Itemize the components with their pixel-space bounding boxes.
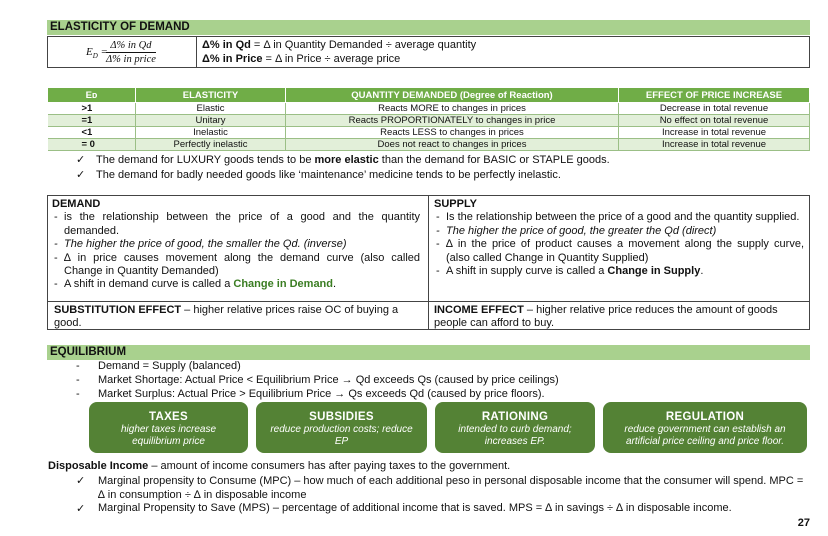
table-cell: No effect on total revenue	[619, 115, 810, 127]
policy-box-regulation: REGULATION reduce government can establish an artificial price ceiling and price floor.	[603, 402, 807, 453]
demand-bullet: - is the relationship between the price of a good and the quantity demanded.	[54, 211, 420, 237]
section-title-equilibrium: EQUILIBRIUM	[47, 345, 810, 360]
table-cell: Does not react to changes in prices	[286, 139, 619, 151]
formula-line-qd: Δ% in Qd = Δ in Quantity Demanded ÷ average quantity	[202, 39, 477, 51]
supply-bullet: - The higher the price of good, the greater the Qd (direct)	[436, 224, 717, 237]
note-luxury: ✓ The demand for LUXURY goods tends to be more elastic than the demand for BASIC or STAPLE goods.	[76, 154, 610, 166]
income-effect: INCOME EFFECT – higher relative price reduces the amount of goods people can afford to buy.	[434, 304, 778, 330]
table-cell: Decrease in total revenue	[619, 103, 810, 115]
table-row	[48, 127, 810, 139]
supply-bullet: - ∆ in the price of product causes a movement along the supply curve, (also called Change in Quantity Supplied)	[436, 238, 804, 264]
demand-bullet: - A shift in demand curve is called a Change in Demand.	[54, 278, 337, 291]
supply-column	[434, 198, 804, 278]
table-cell: Inelastic	[136, 127, 286, 139]
check-icon: ✓	[76, 169, 86, 181]
table-cell: Perfectly inelastic	[136, 139, 286, 151]
demand-column	[52, 198, 420, 292]
supply-bullet: - Is the relationship between the price of a good and the quantity supplied.	[436, 211, 800, 224]
substitution-effect: SUBSTITUTION EFFECT – higher relative prices raise OC of buying a good.	[54, 304, 399, 330]
table-cell: Reacts PROPORTIONATELY to changes in price	[286, 115, 619, 127]
demand-bullet: - The higher the price of good, the smaller the Qd. (inverse)	[54, 238, 347, 251]
check-icon: ✓	[76, 475, 86, 487]
table-cell: Increase in total revenue	[619, 139, 810, 151]
header-quantity-demanded: QUANTITY DEMANDED (Degree of Reaction)	[286, 88, 619, 103]
table-cell: =1	[48, 115, 136, 127]
table-cell: Unitary	[136, 115, 286, 127]
fraction-denominator: Δ% in price	[106, 54, 156, 65]
table-cell: = 0	[48, 139, 136, 151]
table-cell: <1	[48, 127, 136, 139]
table-cell: >1	[48, 103, 136, 115]
fraction-numerator: Δ% in Qd	[106, 39, 156, 53]
elasticity-symbol: $E_D$ =	[86, 46, 108, 61]
equilibrium-item: - Demand = Supply (balanced)	[76, 360, 241, 372]
equilibrium-item: - Market Surplus: Actual Price > Equilibrium Price → Qs exceeds Qd (caused by price floors).	[76, 388, 545, 400]
table-header-row	[48, 88, 810, 103]
policy-box-subsidies: SUBSIDIES reduce production costs; reduce EP	[256, 402, 427, 453]
table-cell: Reacts MORE to changes in prices	[286, 103, 619, 115]
supply-title: SUPPLY	[434, 198, 478, 210]
header-effect: EFFECT OF PRICE INCREASE	[619, 88, 810, 103]
check-icon: ✓	[76, 503, 86, 515]
page-number: 27	[797, 517, 810, 529]
table-cell: Reacts LESS to changes in prices	[286, 127, 619, 139]
mpc-item: ✓ Marginal propensity to Consume (MPC) – how much of each additional peso in personal disposable income that the consumer will spend. MPC = ∆ in consumption ÷ ∆ in disposable income	[76, 475, 804, 501]
policy-box-taxes: TAXES higher taxes increase equilibrium price	[89, 402, 248, 453]
formula-left-cell	[48, 37, 197, 67]
mps-item: ✓ Marginal Propensity to Save (MPS) – percentage of additional income that is saved. MPS = ∆ in savings ÷ ∆ in disposable income.	[76, 502, 732, 515]
table-cell: Elastic	[136, 103, 286, 115]
formula-box	[47, 36, 810, 68]
policy-box-rationing: RATIONING intended to curb demand; increases EP.	[435, 402, 595, 453]
section-title-elasticity: ELASTICITY OF DEMAND	[47, 20, 810, 35]
table-row	[48, 115, 810, 127]
column-divider	[428, 196, 429, 329]
demand-title: DEMAND	[52, 198, 101, 210]
header-ed: Eᴅ	[48, 88, 136, 103]
check-icon: ✓	[76, 154, 86, 166]
elasticity-fraction	[106, 39, 156, 66]
row-divider	[48, 301, 809, 302]
table-row	[48, 103, 810, 115]
table-row	[48, 139, 810, 151]
formula-line-price: Δ% in Price = Δ in Price ÷ average price	[202, 53, 401, 65]
elasticity-table	[47, 87, 810, 151]
supply-bullet: - A shift in supply curve is called a Change in Supply.	[436, 265, 704, 278]
header-elasticity: ELASTICITY	[136, 88, 286, 103]
demand-supply-box	[47, 195, 810, 330]
disposable-income: Disposable Income – amount of income consumers has after paying taxes to the government.	[48, 460, 511, 472]
equilibrium-item: - Market Shortage: Actual Price < Equilibrium Price → Qd exceeds Qs (caused by price ceilings)	[76, 374, 559, 386]
note-medicine: ✓ The demand for badly needed goods like ‘maintenance’ medicine tends to be perfectly inelastic.	[76, 169, 561, 181]
demand-bullet: - ∆ in price causes movement along the demand curve (also called Change in Quantity Demanded)	[54, 251, 420, 278]
table-cell: Increase in total revenue	[619, 127, 810, 139]
